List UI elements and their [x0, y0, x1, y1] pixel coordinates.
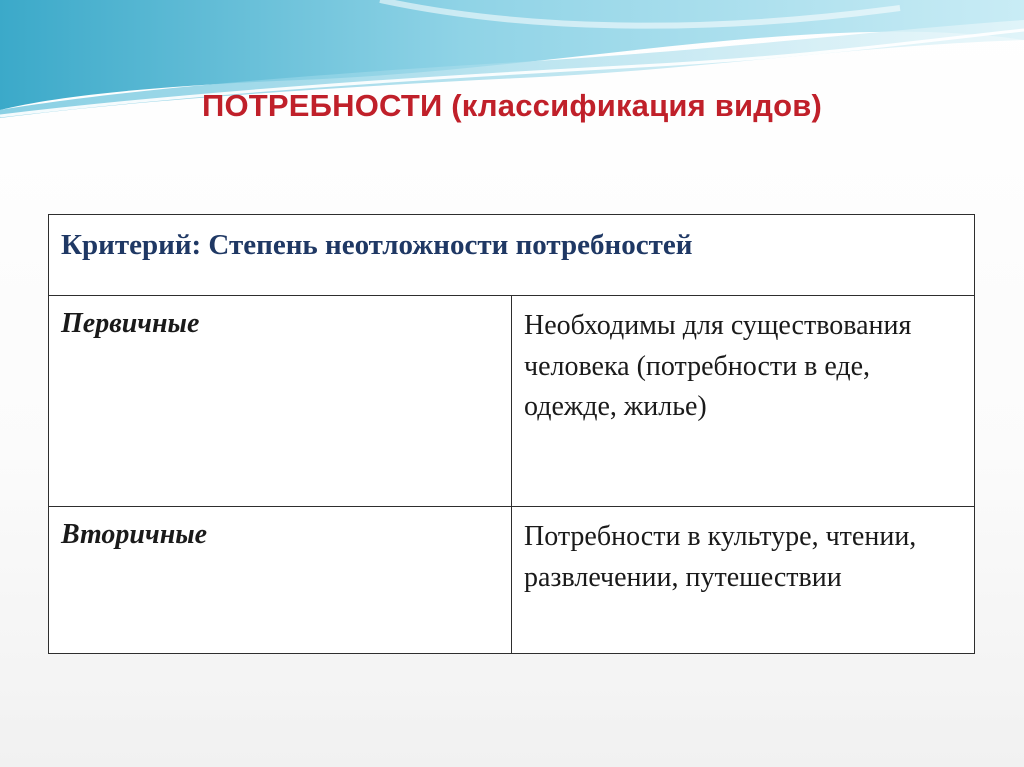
need-type-secondary: Вторичные	[49, 507, 512, 654]
need-description-primary: Необходимы для существования человека (потребности в еде, одежде, жилье)	[512, 296, 975, 507]
needs-classification-table	[48, 214, 975, 654]
table-row	[49, 296, 975, 507]
criterion-cell: Критерий: Степень неотложности потребностей	[49, 215, 975, 296]
table-row	[49, 507, 975, 654]
need-type-primary: Первичные	[49, 296, 512, 507]
criterion-row	[49, 215, 975, 296]
slide-title: ПОТРЕБНОСТИ (классификация видов)	[201, 88, 823, 123]
need-description-secondary: Потребности в культуре, чтении, развлечении, путешествии	[512, 507, 975, 654]
